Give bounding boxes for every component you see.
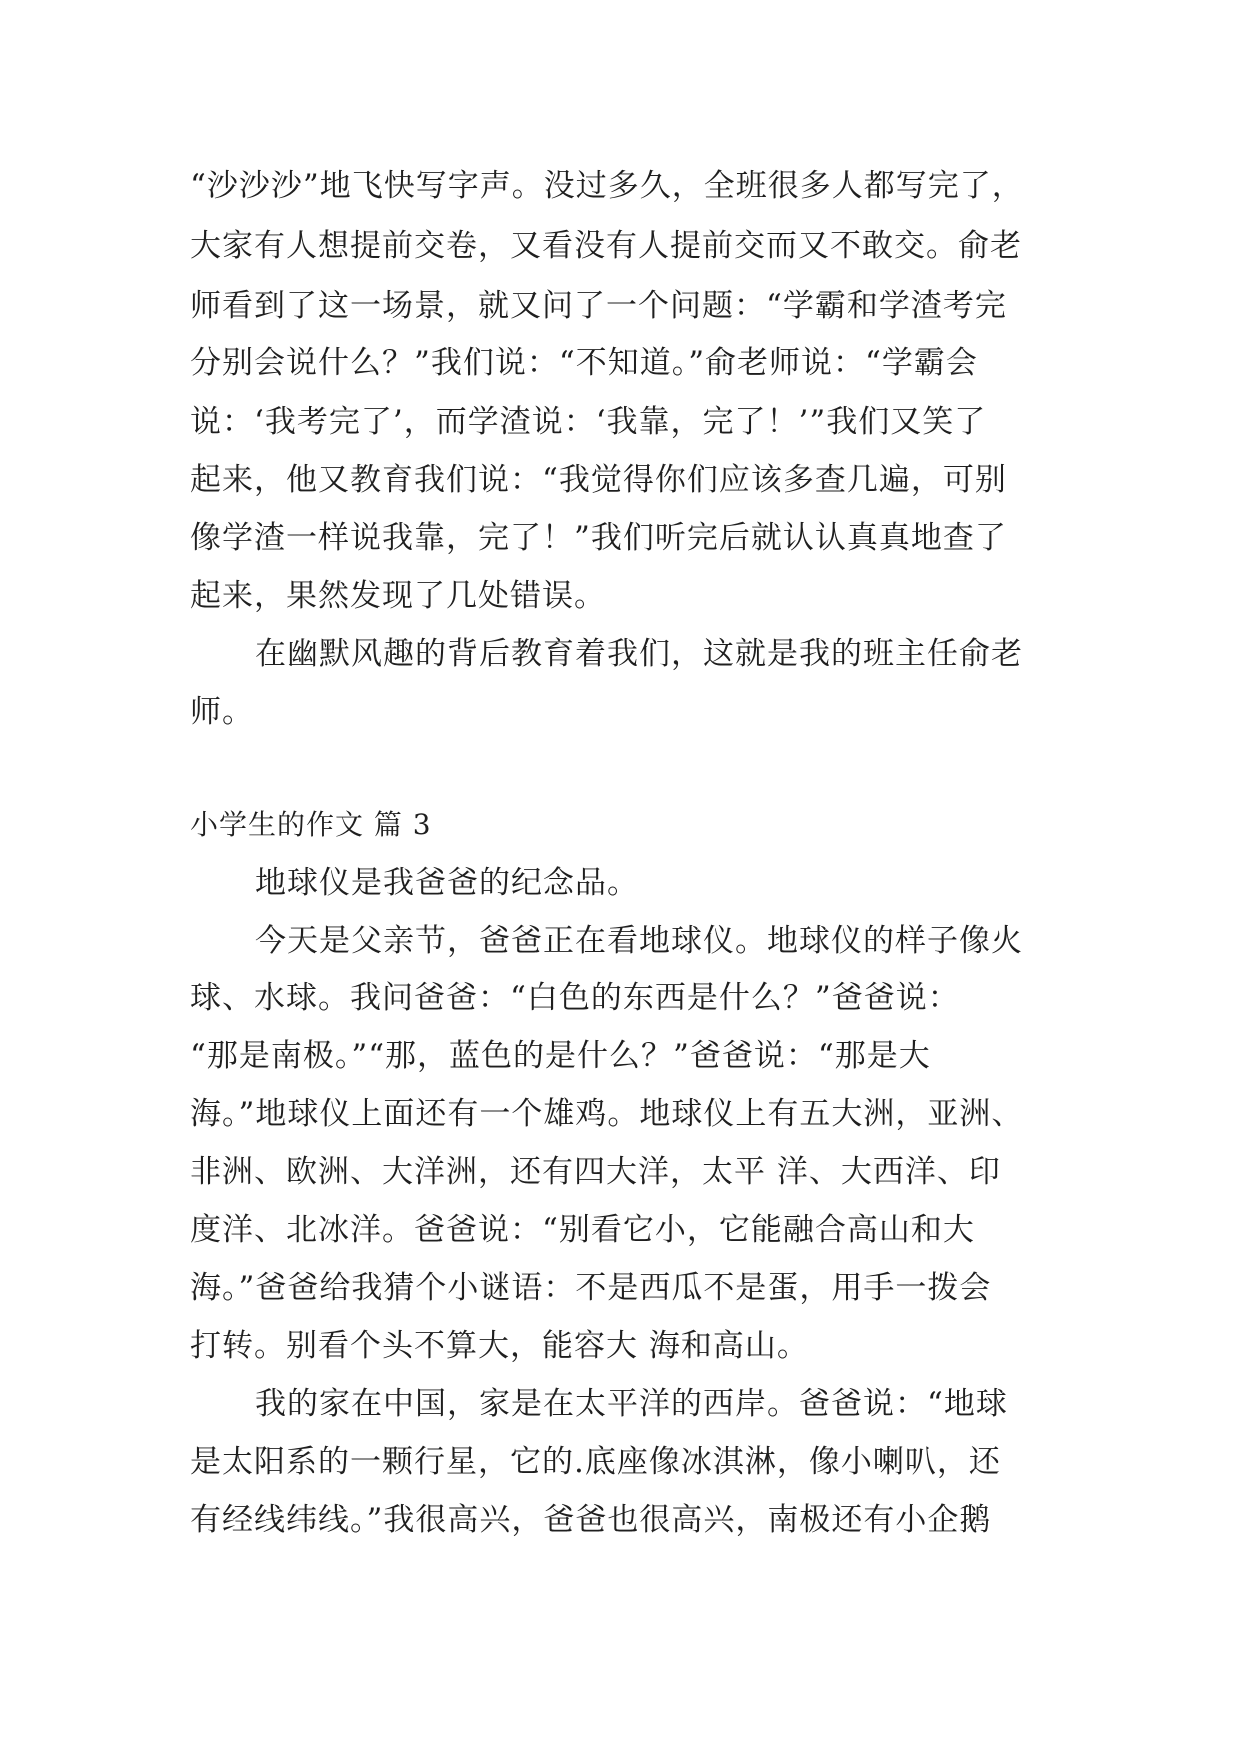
section-heading: 小学生的作文 篇 3: [190, 808, 432, 841]
paragraph-line: 有经线纬线。”我很高兴，爸爸也很高兴，南极还有小企鹅: [190, 1502, 992, 1538]
paragraph-line: 在幽默风趣的背后教育着我们，这就是我的班主任俞老: [255, 636, 1023, 672]
paragraph-line: 球、水球。我问爸爸：“白色的东西是什么？”爸爸说：: [190, 980, 960, 1016]
paragraph-line: 我的家在中国，家是在太平洋的西岸。爸爸说：“地球: [255, 1386, 1008, 1422]
paragraph-line: 是太阳系的一颗行星，它的.底座像冰淇淋，像小喇叭，还: [190, 1444, 1001, 1480]
paragraph-line: “那是南极。”“那，蓝色的是什么？”爸爸说：“那是大: [190, 1038, 931, 1074]
paragraph-line: 师。: [190, 694, 254, 730]
paragraph-line: 像学渣一样说我靠，完了！”我们听完后就认认真真地查了: [190, 520, 1007, 556]
paragraph-line: “沙沙沙”地飞快写字声。没过多久，全班很多人都写完了，: [190, 168, 1024, 204]
paragraph-line: 度洋、北冰洋。爸爸说：“别看它小，它能融合高山和大: [190, 1212, 975, 1248]
paragraph-line: 打转。别看个头不算大，能容大 海和高山。: [190, 1328, 809, 1364]
paragraph-line: 分别会说什么？”我们说：“不知道。”俞老师说：“学霸会: [190, 345, 978, 381]
paragraph-line: 大家有人想提前交卷，又看没有人提前交而又不敢交。俞老: [190, 228, 1022, 264]
paragraph-line: 海。”地球仪上面还有一个雄鸡。地球仪上有五大洲，亚洲、: [190, 1096, 1024, 1132]
paragraph-line: 海。”爸爸给我猜个小谜语：不是西瓜不是蛋，用手一拨会: [190, 1270, 992, 1306]
paragraph-line: 师看到了这一场景，就又问了一个问题：“学霸和学渣考完: [190, 288, 1007, 324]
paragraph-line: 起来，他又教育我们说：“我觉得你们应该多查几遍，可别: [190, 462, 1007, 498]
paragraph-line: 起来，果然发现了几处错误。: [190, 578, 606, 614]
paragraph-line: 今天是父亲节，爸爸正在看地球仪。地球仪的样子像火: [255, 923, 1023, 959]
paragraph-line: 说：‘我考完了’，而学渣说：‘我靠，完了！’”我们又笑了: [190, 404, 987, 440]
paragraph-line: 非洲、欧洲、大洋洲，还有四大洋，太平 洋、大西洋、印: [190, 1154, 1001, 1190]
paragraph-line: 地球仪是我爸爸的纪念品。: [255, 865, 639, 901]
